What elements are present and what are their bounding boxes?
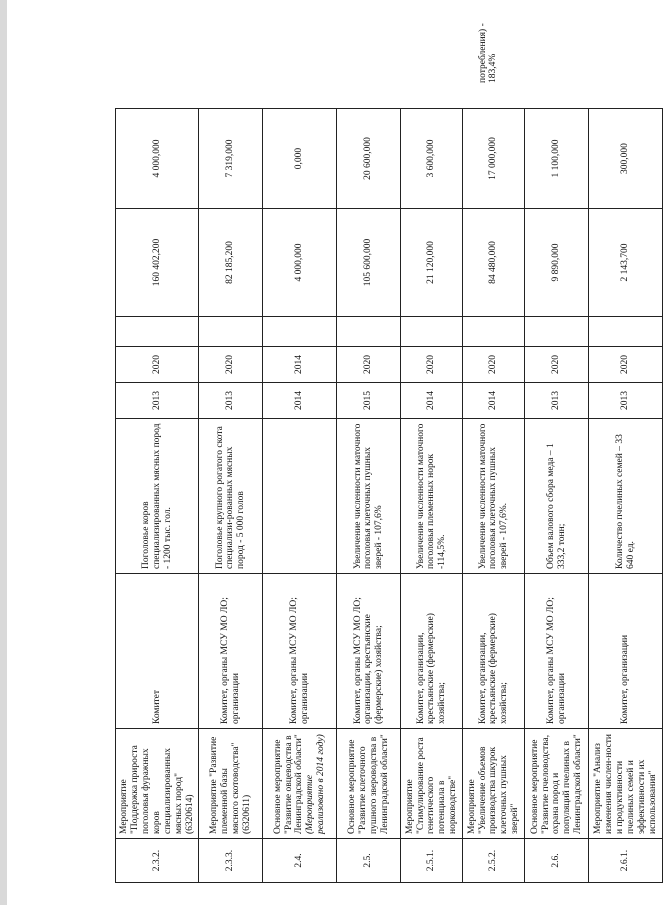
indicator: Поголовье коров специализированных мясных пород - 1200 тыс. гол.: [116, 419, 199, 574]
activity-name: [116, 729, 199, 839]
year-funding: 7 319,000: [199, 109, 263, 209]
activity-name: [337, 729, 401, 839]
start-year: 2013: [199, 383, 263, 419]
indicator: Количество пчелиных семей – 33 640 ед.: [589, 419, 663, 574]
year-funding: 4 000,000: [116, 109, 199, 209]
end-year: 2020: [463, 347, 525, 383]
carryover-text: потребления) - 183,4%: [478, 23, 498, 83]
activity-name: [463, 729, 525, 839]
table-row: [263, 109, 337, 883]
executor: Комитет, органы МСУ МО ЛО; организации, крестьянские (фермерские) хозяйства;: [337, 574, 401, 729]
total-funding: 21 120,000: [401, 209, 463, 317]
activity-name: [401, 729, 463, 839]
executor: Комитет, организации, крестьянские (фермерские) хозяйства;: [463, 574, 525, 729]
row-number: 2.4.: [263, 839, 337, 883]
total-funding: 84 480,000: [463, 209, 525, 317]
table-row: [337, 109, 401, 883]
end-year: 2020: [337, 347, 401, 383]
activity-name-text: Основное мероприятие "Развитие клеточного пушного звероводства в Ленинградской области": [347, 734, 390, 834]
indicator: Поголовье крупного рогатого скота специализи-рованных мясных пород - 5 000 голов: [199, 419, 263, 574]
empty-cell: [401, 317, 463, 347]
total-funding: 105 600,000: [337, 209, 401, 317]
empty-cell: [589, 317, 663, 347]
executor: Комитет, органы МСУ МО ЛО; организации: [199, 574, 263, 729]
empty-cell: [199, 317, 263, 347]
start-year: 2014: [263, 383, 337, 419]
activity-name: [199, 729, 263, 839]
executor: Комитет, органы МСУ МО ЛО; организации: [263, 574, 337, 729]
table-row: [589, 109, 663, 883]
start-year: 2013: [589, 383, 663, 419]
table-row: [199, 109, 263, 883]
total-funding: 4 000,000: [263, 209, 337, 317]
year-funding: 0,000: [263, 109, 337, 209]
end-year: 2020: [401, 347, 463, 383]
row-number: 2.5.1.: [401, 839, 463, 883]
year-funding: 3 600,000: [401, 109, 463, 209]
table-row: [463, 109, 525, 883]
activity-name: [263, 729, 337, 839]
row-number: 2.6.1.: [589, 839, 663, 883]
activity-name-text: Основное мероприятие "Развитие пчеловодства, охрана пород и популяций пчелиных в Ленинградской области": [529, 734, 584, 834]
table-row: [401, 109, 463, 883]
activity-name-text: Основное мероприятие "Развитие овцеводства в Ленинградской области": [272, 734, 305, 834]
executor: Комитет, организации: [589, 574, 663, 729]
executor: Комитет, организации, крестьянские (фермерские) хозяйства;: [401, 574, 463, 729]
activity-name-text: Мероприятие "Увеличение объемов производства шкурок клеточных пушных зверей": [466, 746, 521, 834]
empty-cell: [463, 317, 525, 347]
start-year: 2013: [116, 383, 199, 419]
table-body: [116, 109, 663, 883]
activity-name: [525, 729, 589, 839]
year-funding: 17 000,000: [463, 109, 525, 209]
activity-name-text: Мероприятие "Развитие племенной базы мясного скотоводства" (6320611): [209, 736, 252, 834]
executor: Комитет, органы МСУ МО ЛО; организации: [525, 574, 589, 729]
activity-name-text: Мероприятие "Поддержка прироста поголовья фуражных коров специализированных мясных пород" (6320614): [119, 745, 195, 834]
start-year: 2014: [401, 383, 463, 419]
executor: Комитет: [116, 574, 199, 729]
indicator: Объем валового сбора меда – 1 333,2 тонн;: [525, 419, 589, 574]
empty-cell: [525, 317, 589, 347]
total-funding: 82 185,200: [199, 209, 263, 317]
activity-name: [589, 729, 663, 839]
table-row: [525, 109, 589, 883]
program-table: [115, 108, 663, 883]
year-funding: 20 600,000: [337, 109, 401, 209]
end-year: 2020: [589, 347, 663, 383]
row-number: 2.3.3.: [199, 839, 263, 883]
indicator: Увеличение численности маточного поголовья племенных норок -114,5%.: [401, 419, 463, 574]
empty-cell: [337, 317, 401, 347]
start-year: 2013: [525, 383, 589, 419]
total-funding: 9 890,000: [525, 209, 589, 317]
row-number: 2.5.2.: [463, 839, 525, 883]
empty-cell: [263, 317, 337, 347]
activity-note: (Мероприятие реализовано в 2014 году): [305, 734, 327, 834]
end-year: 2014: [263, 347, 337, 383]
row-number: 2.3.2.: [116, 839, 199, 883]
row-number: 2.5.: [337, 839, 401, 883]
indicator: Увеличение численности маточного поголовья клеточных пушных зверей - 107,6%: [337, 419, 401, 574]
end-year: 2020: [199, 347, 263, 383]
indicator: Увеличение численности маточного поголовья клеточных пушных зверей - 107,6%.: [463, 419, 525, 574]
row-number: 2.6.: [525, 839, 589, 883]
table-row: [116, 109, 199, 883]
empty-cell: [116, 317, 199, 347]
activity-name-text: Мероприятие "Стимулирование роста генетического потенциала в норководстве": [404, 737, 459, 834]
end-year: 2020: [116, 347, 199, 383]
start-year: 2014: [463, 383, 525, 419]
year-funding: 1 100,000: [525, 109, 589, 209]
total-funding: 2 143,700: [589, 209, 663, 317]
start-year: 2015: [337, 383, 401, 419]
end-year: 2020: [525, 347, 589, 383]
activity-name-text: Мероприятие "Анализ изменения числен-ности и продуктивности пчелиных семей и эффективности их использования": [593, 734, 658, 834]
total-funding: 160 402,200: [116, 209, 199, 317]
year-funding: 300,000: [589, 109, 663, 209]
indicator: [263, 419, 337, 574]
